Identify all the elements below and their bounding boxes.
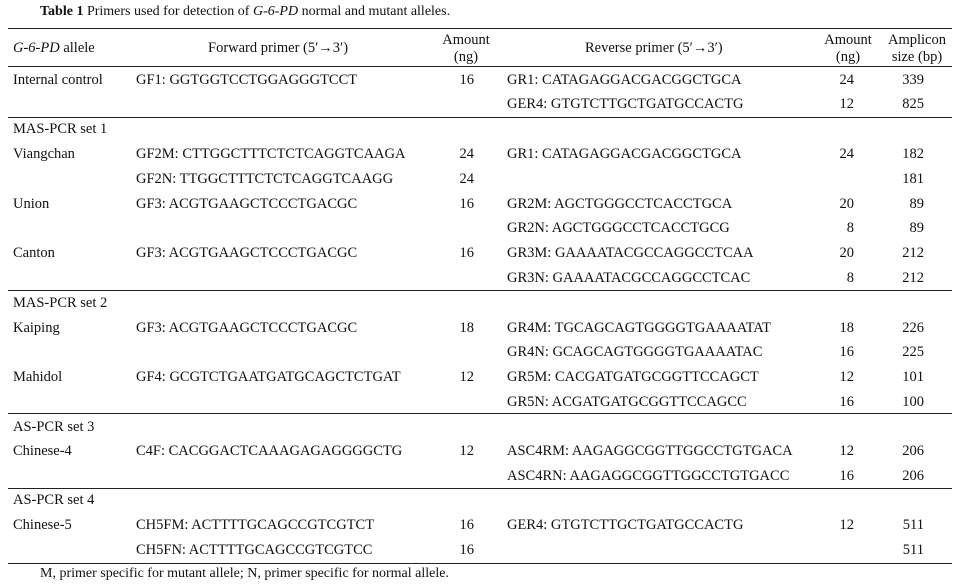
cell-allele: Internal control [13,72,103,88]
cell-reverse-amount: 20 [839,245,854,261]
header-reverse-amount-line2: (ng) [835,49,861,65]
cell-forward-primer: C4F: CACGGACTCAAAGAGAGGGGCTG [136,443,403,459]
cell-reverse-amount: 24 [839,72,854,88]
group-rule [8,290,952,291]
cell-forward-primer: CH5FM: ACTTTTGCAGCCGTCGTCT [136,517,375,533]
caption-gene: G-6-PD [252,4,299,19]
header-amplicon-line2: size (bp) [891,49,943,65]
cell-reverse-primer: ASC4RM: AAGAGGCGGTTGGCCTGTGACA [507,443,793,459]
cell-reverse-amount: 16 [839,468,854,484]
header-forward-primer: Forward primer (5′→3′) [208,40,349,56]
cell-reverse-amount: 8 [846,270,854,286]
cell-reverse-primer: GR4M: TGCAGCAGTGGGGTGAAAATAT [507,320,772,336]
cell-reverse-primer: ASC4RN: AAGAGGCGGTTGGCCTGTGACC [507,468,790,484]
cell-forward-amount: 12 [459,369,474,385]
header-reverse-primer: Reverse primer (5′→3′) [585,40,723,56]
header-allele [13,40,95,57]
cell-forward-primer: GF4: GCGTCTGAATGATGCAGCTCTGAT [136,369,401,385]
caption-label: Table 1 [40,4,84,19]
header-reverse-amount [814,32,882,66]
cell-reverse-amount: 12 [839,443,854,459]
cell-forward-amount: 24 [459,146,474,162]
cell-allele: Union [13,196,50,212]
cell-reverse-primer: GR1: CATAGAGGACGACGGCTGCA [507,146,742,162]
cell-reverse-primer: GR2N: AGCTGGGCCTCACCTGCG [507,220,730,236]
cell-reverse-primer: GER4: GTGTCTTGCTGATGCCACTG [507,517,744,533]
cell-reverse-amount: 24 [839,146,854,162]
table-top-rule [8,28,952,29]
cell-amplicon-size: 181 [902,171,924,187]
group-rule [8,117,952,118]
group-rule [8,488,952,489]
cell-amplicon-size: 89 [909,220,924,236]
cell-allele: Kaiping [13,320,60,336]
caption-text-before: Primers used for detection of [83,4,253,19]
cell-forward-amount: 16 [459,245,474,261]
cell-amplicon-size: 339 [902,72,924,88]
cell-reverse-amount: 16 [839,344,854,360]
cell-reverse-amount: 8 [846,220,854,236]
cell-forward-amount: 24 [459,171,474,187]
cell-forward-primer: GF3: ACGTGAAGCTCCCTGACGC [136,196,358,212]
group-rule [8,413,952,414]
cell-amplicon-size: 206 [902,443,924,459]
cell-reverse-primer: GR5M: CACGATGATGCGGTTCCAGCT [507,369,759,385]
cell-allele: Canton [13,245,55,261]
cell-reverse-primer: GR3N: GAAAATACGCCAGGCCTCAC [507,270,751,286]
cell-amplicon-size: 225 [902,344,924,360]
header-bottom-rule [8,66,952,67]
header-allele-gene: G-6-PD [13,40,60,56]
header-amplicon-size [880,32,954,66]
cell-amplicon-size: 226 [902,320,924,336]
cell-amplicon-size: 101 [902,369,924,385]
cell-reverse-primer: GER4: GTGTCTTGCTGATGCCACTG [507,96,744,112]
cell-forward-amount: 16 [459,542,474,558]
cell-forward-primer: GF2M: CTTGGCTTTCTCTCAGGTCAAGA [136,146,406,162]
cell-forward-amount: 16 [459,517,474,533]
header-forward-amount-line1: Amount [442,32,490,48]
cell-allele: AS-PCR set 3 [13,419,95,435]
header-amplicon-line1: Amplicon [888,32,946,48]
header-forward-amount [432,32,500,66]
cell-reverse-primer: GR3M: GAAAATACGCCAGGCCTCAA [507,245,754,261]
cell-amplicon-size: 212 [902,245,924,261]
cell-allele: Mahidol [13,369,63,385]
header-reverse-amount-line1: Amount [824,32,872,48]
cell-allele: MAS-PCR set 1 [13,121,108,137]
cell-allele: AS-PCR set 4 [13,492,95,508]
cell-forward-primer: GF3: ACGTGAAGCTCCCTGACGC [136,320,358,336]
cell-forward-amount: 16 [459,196,474,212]
table-footnote: M, primer specific for mutant allele; N, primer specific for normal allele. [40,566,449,581]
header-forward-amount-line2: (ng) [453,49,479,65]
cell-forward-amount: 16 [459,72,474,88]
cell-forward-primer: GF1: GGTGGTCCTGGAGGGTCCT [136,72,358,88]
cell-forward-primer: CH5FN: ACTTTTGCAGCCGTCGTCC [136,542,373,558]
cell-reverse-primer: GR2M: AGCTGGGCCTCACCTGCA [507,196,733,212]
cell-reverse-amount: 20 [839,196,854,212]
cell-reverse-amount: 18 [839,320,854,336]
cell-amplicon-size: 182 [902,146,924,162]
cell-forward-amount: 18 [459,320,474,336]
cell-amplicon-size: 100 [902,394,924,410]
cell-reverse-amount: 12 [839,517,854,533]
cell-allele: Chinese-4 [13,443,72,459]
cell-reverse-primer: GR1: CATAGAGGACGACGGCTGCA [507,72,742,88]
cell-amplicon-size: 511 [902,517,924,533]
cell-reverse-amount: 12 [839,96,854,112]
header-allele-suffix: allele [59,40,95,56]
cell-reverse-primer: GR4N: GCAGCAGTGGGGTGAAAATAC [507,344,763,360]
caption-text-after: normal and mutant alleles. [298,4,451,19]
cell-reverse-amount: 12 [839,369,854,385]
cell-allele: Viangchan [13,146,75,162]
table-bottom-rule [8,563,952,564]
cell-amplicon-size: 511 [902,542,924,558]
cell-allele: MAS-PCR set 2 [13,295,108,311]
cell-forward-primer: GF2N: TTGGCTTTCTCTCAGGTCAAGG [136,171,394,187]
cell-amplicon-size: 825 [902,96,924,112]
cell-amplicon-size: 212 [902,270,924,286]
cell-forward-amount: 12 [459,443,474,459]
cell-allele: Chinese-5 [13,517,72,533]
cell-reverse-amount: 16 [839,394,854,410]
cell-forward-primer: GF3: ACGTGAAGCTCCCTGACGC [136,245,358,261]
cell-amplicon-size: 206 [902,468,924,484]
cell-reverse-primer: GR5N: ACGATGATGCGGTTCCAGCC [507,394,747,410]
cell-amplicon-size: 89 [909,196,924,212]
table-caption [40,4,450,20]
